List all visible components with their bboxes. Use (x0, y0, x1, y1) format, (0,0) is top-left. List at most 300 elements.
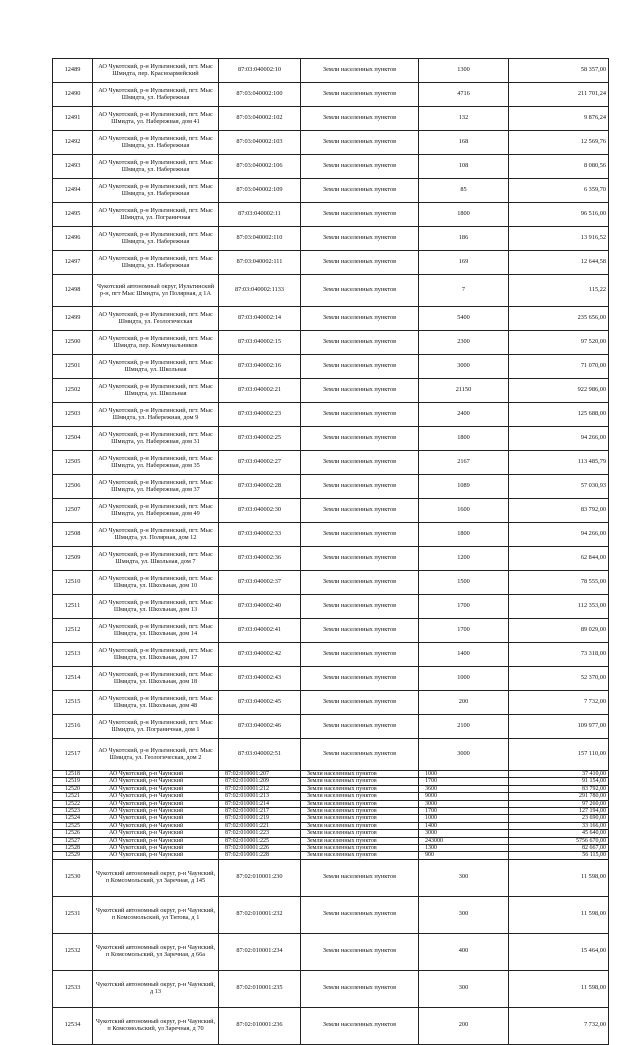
area-cell: 200 (419, 691, 509, 715)
row-number: 12527 (53, 837, 93, 844)
area-cell: 1600 (419, 499, 509, 523)
row-number: 12513 (53, 643, 93, 667)
cadastral-value-cell: 112 353,00 (509, 595, 609, 619)
row-number: 12522 (53, 800, 93, 807)
table-row (53, 896, 609, 933)
area-cell: 168 (419, 131, 509, 155)
cadastral-value-cell: 71 070,00 (509, 355, 609, 379)
address-cell: АО Чукотский, р-н Иультинский, пгт. Мыс Шмидта, ул. Набережная (93, 155, 219, 179)
land-category-cell: Земли населенных пунктов (301, 619, 419, 643)
cadastral-number-cell: 87:02:010001:230 (219, 859, 301, 896)
area-cell: 7 (419, 275, 509, 307)
table-row (53, 845, 609, 852)
land-category-cell: Земли населенных пунктов (301, 1007, 419, 1044)
cadastral-value-cell: 94 266,00 (509, 427, 609, 451)
cadastral-value-cell: 12 644,58 (509, 251, 609, 275)
cadastral-number-cell: 87:03:040002:109 (219, 179, 301, 203)
address-cell: АО Чукотский, р-н Иультинский, пгт. Мыс Шмидта, ул. Полярная, дом 12 (93, 523, 219, 547)
row-number: 12526 (53, 830, 93, 837)
address-cell: АО Чукотский, р-н Чаунский (93, 822, 219, 829)
area-cell: 21150 (419, 379, 509, 403)
table-row (53, 179, 609, 203)
address-cell: АО Чукотский, р-н Иультинский, пгт. Мыс Шмидта, ул. Набережная (93, 251, 219, 275)
cadastral-number-cell: 87:03:040002:51 (219, 739, 301, 771)
row-number: 12497 (53, 251, 93, 275)
address-cell: АО Чукотский, р-н Иультинский, пгт. Мыс Шмидта, ул. Набережная (93, 83, 219, 107)
table-row (53, 83, 609, 107)
land-category-cell: Земли населенных пунктов (301, 667, 419, 691)
area-cell: 169 (419, 251, 509, 275)
area-cell: 132 (419, 107, 509, 131)
area-cell: 1500 (419, 571, 509, 595)
cadastral-number-cell: 87:02:010001:223 (219, 830, 301, 837)
area-cell: 1400 (419, 822, 509, 829)
land-category-cell: Земли населенных пунктов (301, 715, 419, 739)
area-cell: 1700 (419, 808, 509, 815)
row-number: 12533 (53, 970, 93, 1007)
cadastral-number-cell: 87:03:040002:25 (219, 427, 301, 451)
area-cell: 85 (419, 179, 509, 203)
cadastral-number-cell: 87:03:040002:43 (219, 667, 301, 691)
land-category-cell: Земли населенных пунктов (301, 896, 419, 933)
cadastral-number-cell: 87:03:040002:1133 (219, 275, 301, 307)
land-category-cell: Земли населенных пунктов (301, 778, 419, 785)
cadastral-value-cell: 83 792,00 (509, 499, 609, 523)
area-cell: 5400 (419, 307, 509, 331)
address-cell: АО Чукотский, р-н Чаунский (93, 815, 219, 822)
cadastral-number-cell: 87:03:040002:27 (219, 451, 301, 475)
row-number: 12524 (53, 815, 93, 822)
row-number: 12515 (53, 691, 93, 715)
row-number: 12520 (53, 785, 93, 792)
cadastral-value-cell: 96 516,00 (509, 203, 609, 227)
row-number: 12531 (53, 896, 93, 933)
table-row (53, 822, 609, 829)
address-cell: АО Чукотский, р-н Иультинский, пгт. Мыс Шмидта, ул. Школьная (93, 355, 219, 379)
cadastral-number-cell: 87:03:040002:42 (219, 643, 301, 667)
cadastral-value-cell: 97 520,00 (509, 331, 609, 355)
cadastral-number-cell: 87:02:010001:209 (219, 778, 301, 785)
cadastral-value-cell: 211 701,24 (509, 83, 609, 107)
area-cell: 2300 (419, 331, 509, 355)
cadastral-value-cell: 6 359,70 (509, 179, 609, 203)
cadastral-value-cell: 45 640,00 (509, 830, 609, 837)
table-row (53, 571, 609, 595)
cadastral-number-cell: 87:03:040002:110 (219, 227, 301, 251)
cadastral-value-cell: 57 030,93 (509, 475, 609, 499)
cadastral-value-cell: 12 569,76 (509, 131, 609, 155)
area-cell: 1800 (419, 203, 509, 227)
address-cell: АО Чукотский, р-н Иультинский, пгт. Мыс Шмидта, пер. Коммунальников (93, 331, 219, 355)
cadastral-number-cell: 87:03:040002:102 (219, 107, 301, 131)
land-category-cell: Земли населенных пунктов (301, 822, 419, 829)
row-number: 12530 (53, 859, 93, 896)
cadastral-value-cell: 37 410,00 (509, 771, 609, 778)
row-number: 12518 (53, 771, 93, 778)
land-plots-table (52, 58, 609, 1045)
land-category-cell: Земли населенных пунктов (301, 547, 419, 571)
row-number: 12510 (53, 571, 93, 595)
area-cell: 1300 (419, 845, 509, 852)
row-number: 12502 (53, 379, 93, 403)
land-category-cell: Земли населенных пунктов (301, 837, 419, 844)
table-row (53, 451, 609, 475)
cadastral-value-cell: 97 260,00 (509, 800, 609, 807)
area-cell: 2167 (419, 451, 509, 475)
table-row (53, 131, 609, 155)
cadastral-value-cell: 291 780,00 (509, 793, 609, 800)
row-number: 12492 (53, 131, 93, 155)
cadastral-value-cell: 7 732,00 (509, 1007, 609, 1044)
cadastral-value-cell: 52 370,00 (509, 667, 609, 691)
cadastral-number-cell: 87:02:010001:207 (219, 771, 301, 778)
table-row (53, 107, 609, 131)
area-cell: 1700 (419, 619, 509, 643)
row-number: 12516 (53, 715, 93, 739)
land-category-cell: Земли населенных пунктов (301, 859, 419, 896)
row-number: 12490 (53, 83, 93, 107)
address-cell: АО Чукотский, р-н Иультинский, пгт. Мыс Шмидта, ул. Пограничная (93, 203, 219, 227)
address-cell: Чукотский автономный округ, р-н Чаунский, п Комсомольский, ул Заречная, д 66а (93, 933, 219, 970)
address-cell: АО Чукотский, р-н Иультинский, пгт. Мыс Шмидта, ул. Школьная, дом 14 (93, 619, 219, 643)
land-category-cell: Земли населенных пунктов (301, 808, 419, 815)
cadastral-number-cell: 87:03:040002:106 (219, 155, 301, 179)
address-cell: АО Чукотский, р-н Чаунский (93, 808, 219, 815)
table-row (53, 715, 609, 739)
address-cell: АО Чукотский, р-н Иультинский, пгт. Мыс Шмидта, ул. Набережная (93, 131, 219, 155)
address-cell: АО Чукотский, р-н Иультинский, пгт. Мыс Шмидта, ул. Набережная, дом 35 (93, 451, 219, 475)
land-category-cell: Земли населенных пунктов (301, 451, 419, 475)
land-category-cell: Земли населенных пунктов (301, 155, 419, 179)
row-number: 12528 (53, 845, 93, 852)
address-cell: Чукотский автономный округ, р-н Чаунский, д 13 (93, 970, 219, 1007)
cadastral-value-cell: 8 080,56 (509, 155, 609, 179)
cadastral-number-cell: 87:02:010001:214 (219, 800, 301, 807)
row-number: 12534 (53, 1007, 93, 1044)
row-number: 12500 (53, 331, 93, 355)
land-category-cell: Земли населенных пунктов (301, 131, 419, 155)
cadastral-value-cell: 109 977,00 (509, 715, 609, 739)
row-number: 12505 (53, 451, 93, 475)
land-category-cell: Земли населенных пунктов (301, 970, 419, 1007)
land-category-cell: Земли населенных пунктов (301, 793, 419, 800)
cadastral-number-cell: 87:03:040002:15 (219, 331, 301, 355)
address-cell: АО Чукотский, р-н Иультинский, пгт. Мыс Шмидта, ул. Набережная, дом 31 (93, 427, 219, 451)
area-cell: 1000 (419, 815, 509, 822)
area-cell: 2100 (419, 715, 509, 739)
area-cell: 2400 (419, 403, 509, 427)
area-cell: 900 (419, 852, 509, 859)
land-category-cell: Земли населенных пунктов (301, 475, 419, 499)
cadastral-value-cell: 89 029,00 (509, 619, 609, 643)
land-category-cell: Земли населенных пунктов (301, 785, 419, 792)
cadastral-value-cell: 11 598,00 (509, 970, 609, 1007)
cadastral-value-cell: 125 688,00 (509, 403, 609, 427)
land-category-cell: Земли населенных пунктов (301, 59, 419, 83)
cadastral-number-cell: 87:02:010001:228 (219, 852, 301, 859)
area-cell: 243000 (419, 837, 509, 844)
address-cell: АО Чукотский, р-н Иультинский, пгт. Мыс Шмидта, ул. Набережная, дом 9 (93, 403, 219, 427)
table-row (53, 852, 609, 859)
cadastral-value-cell: 73 318,00 (509, 643, 609, 667)
cadastral-value-cell: 157 110,00 (509, 739, 609, 771)
table-row (53, 59, 609, 83)
cadastral-number-cell: 87:03:040002:37 (219, 571, 301, 595)
address-cell: АО Чукотский, р-н Иультинский, пгт. Мыс Шмидта, ул. Школьная, дом 10 (93, 571, 219, 595)
row-number: 12511 (53, 595, 93, 619)
area-cell: 3000 (419, 739, 509, 771)
row-number: 12532 (53, 933, 93, 970)
row-number: 12489 (53, 59, 93, 83)
land-category-cell: Земли населенных пунктов (301, 307, 419, 331)
table-body (53, 59, 609, 1045)
row-number: 12521 (53, 793, 93, 800)
table-row (53, 643, 609, 667)
cadastral-value-cell: 5756 670,00 (509, 837, 609, 844)
cadastral-value-cell: 58 357,00 (509, 59, 609, 83)
land-category-cell: Земли населенных пунктов (301, 523, 419, 547)
address-cell: АО Чукотский, р-н Иультинский, пгт. Мыс Шмидта, ул. Набережная, дом 41 (93, 107, 219, 131)
address-cell: АО Чукотский, р-н Иультинский, пгт. Мыс Шмидта, ул. Набережная (93, 227, 219, 251)
address-cell: Чукотский автономный округ, р-н Чаунский, п Комсомольский, ул Заречная, д 70 (93, 1007, 219, 1044)
area-cell: 3600 (419, 785, 509, 792)
area-cell: 1700 (419, 595, 509, 619)
cadastral-value-cell: 11 598,00 (509, 859, 609, 896)
cadastral-number-cell: 87:02:010001:219 (219, 815, 301, 822)
table-row (53, 331, 609, 355)
cadastral-number-cell: 87:03:040002:103 (219, 131, 301, 155)
address-cell: АО Чукотский, р-н Иультинский, пгт. Мыс Шмидта, ул. Школьная, дом 17 (93, 643, 219, 667)
area-cell: 3000 (419, 800, 509, 807)
row-number: 12504 (53, 427, 93, 451)
area-cell: 300 (419, 859, 509, 896)
address-cell: АО Чукотский, р-н Иультинский, пгт. Мыс Шмидта, ул. Школьная (93, 379, 219, 403)
table-row (53, 155, 609, 179)
table-row (53, 933, 609, 970)
cadastral-value-cell: 15 464,00 (509, 933, 609, 970)
row-number: 12503 (53, 403, 93, 427)
cadastral-value-cell: 922 986,00 (509, 379, 609, 403)
area-cell: 4716 (419, 83, 509, 107)
cadastral-number-cell: 87:03:040002:28 (219, 475, 301, 499)
cadastral-number-cell: 87:02:010001:232 (219, 896, 301, 933)
area-cell: 186 (419, 227, 509, 251)
cadastral-value-cell: 9 876,24 (509, 107, 609, 131)
area-cell: 300 (419, 896, 509, 933)
row-number: 12499 (53, 307, 93, 331)
cadastral-value-cell: 23 690,00 (509, 815, 609, 822)
table-row (53, 275, 609, 307)
land-category-cell: Земли населенных пунктов (301, 499, 419, 523)
table-row (53, 427, 609, 451)
row-number: 12509 (53, 547, 93, 571)
land-category-cell: Земли населенных пунктов (301, 571, 419, 595)
cadastral-value-cell: 13 916,52 (509, 227, 609, 251)
table-row (53, 778, 609, 785)
table-row (53, 475, 609, 499)
cadastral-value-cell: 235 656,00 (509, 307, 609, 331)
cadastral-number-cell: 87:03:040002:45 (219, 691, 301, 715)
area-cell: 1700 (419, 778, 509, 785)
table-row (53, 307, 609, 331)
cadastral-value-cell: 83 792,00 (509, 785, 609, 792)
cadastral-value-cell: 11 598,00 (509, 896, 609, 933)
cadastral-number-cell: 87:03:040002:30 (219, 499, 301, 523)
land-category-cell: Земли населенных пунктов (301, 251, 419, 275)
cadastral-number-cell: 87:03:040002:23 (219, 403, 301, 427)
land-category-cell: Земли населенных пунктов (301, 815, 419, 822)
cadastral-value-cell: 33 166,00 (509, 822, 609, 829)
row-number: 12494 (53, 179, 93, 203)
table-row (53, 785, 609, 792)
address-cell: АО Чукотский, р-н Иультинский, пгт. Мыс Шмидта, ул. Пограничная, дом 1 (93, 715, 219, 739)
area-cell: 3000 (419, 355, 509, 379)
cadastral-value-cell: 62 844,00 (509, 547, 609, 571)
table-row (53, 499, 609, 523)
table-row (53, 970, 609, 1007)
land-category-cell: Земли населенных пунктов (301, 933, 419, 970)
row-number: 12508 (53, 523, 93, 547)
address-cell: АО Чукотский, р-н Иультинский, пгт. Мыс Шмидта, ул. Набережная, дом 49 (93, 499, 219, 523)
table-row (53, 800, 609, 807)
area-cell: 3000 (419, 830, 509, 837)
land-category-cell: Земли населенных пунктов (301, 830, 419, 837)
address-cell: АО Чукотский, р-н Иультинский, пгт. Мыс Шмидта, ул. Школьная, дом 18 (93, 667, 219, 691)
table-row (53, 1007, 609, 1044)
address-cell: АО Чукотский, р-н Иультинский, пгт. Мыс Шмидта, ул. Геологическая (93, 307, 219, 331)
address-cell: АО Чукотский, р-н Иультинский, пгт. Мыс Шмидта, ул. Школьная, дом 48 (93, 691, 219, 715)
address-cell: АО Чукотский, р-н Иультинский, пгт. Мыс Шмидта, ул. Школьная, дом 7 (93, 547, 219, 571)
row-number: 12514 (53, 667, 93, 691)
land-category-cell: Земли населенных пунктов (301, 83, 419, 107)
area-cell: 200 (419, 1007, 509, 1044)
cadastral-number-cell: 87:02:010001:236 (219, 1007, 301, 1044)
cadastral-number-cell: 87:03:040002:10 (219, 59, 301, 83)
table-row (53, 837, 609, 844)
address-cell: АО Чукотский, р-н Чаунский (93, 800, 219, 807)
table-row (53, 830, 609, 837)
area-cell: 1200 (419, 547, 509, 571)
row-number: 12529 (53, 852, 93, 859)
land-category-cell: Земли населенных пунктов (301, 800, 419, 807)
land-category-cell: Земли населенных пунктов (301, 355, 419, 379)
row-number: 12501 (53, 355, 93, 379)
area-cell: 400 (419, 933, 509, 970)
table-row (53, 523, 609, 547)
area-cell: 1000 (419, 771, 509, 778)
row-number: 12525 (53, 822, 93, 829)
land-category-cell: Земли населенных пунктов (301, 427, 419, 451)
cadastral-number-cell: 87:02:010001:213 (219, 793, 301, 800)
table-row (53, 547, 609, 571)
row-number: 12507 (53, 499, 93, 523)
cadastral-number-cell: 87:03:040002:14 (219, 307, 301, 331)
table-row (53, 227, 609, 251)
address-cell: АО Чукотский, р-н Чаунский (93, 771, 219, 778)
row-number: 12517 (53, 739, 93, 771)
table-row (53, 859, 609, 896)
address-cell: АО Чукотский, р-н Чаунский (93, 778, 219, 785)
cadastral-number-cell: 87:03:040002:33 (219, 523, 301, 547)
row-number: 12493 (53, 155, 93, 179)
table-row (53, 379, 609, 403)
area-cell: 1800 (419, 523, 509, 547)
land-category-cell: Земли населенных пунктов (301, 403, 419, 427)
area-cell: 1800 (419, 427, 509, 451)
cadastral-number-cell: 87:02:010001:212 (219, 785, 301, 792)
row-number: 12495 (53, 203, 93, 227)
cadastral-value-cell: 7 732,00 (509, 691, 609, 715)
land-category-cell: Земли населенных пунктов (301, 595, 419, 619)
table-row (53, 808, 609, 815)
cadastral-value-cell: 56 115,00 (509, 852, 609, 859)
table-row (53, 815, 609, 822)
table-row (53, 403, 609, 427)
row-number: 12491 (53, 107, 93, 131)
cadastral-number-cell: 87:03:040002:100 (219, 83, 301, 107)
cadastral-number-cell: 87:02:010001:217 (219, 808, 301, 815)
land-category-cell: Земли населенных пунктов (301, 852, 419, 859)
land-category-cell: Земли населенных пунктов (301, 203, 419, 227)
land-category-cell: Земли населенных пунктов (301, 227, 419, 251)
address-cell: АО Чукотский, р-н Чаунский (93, 830, 219, 837)
area-cell: 1400 (419, 643, 509, 667)
land-category-cell: Земли населенных пунктов (301, 179, 419, 203)
table-row (53, 667, 609, 691)
cadastral-number-cell: 87:03:040002:36 (219, 547, 301, 571)
address-cell: АО Чукотский, р-н Чаунский (93, 852, 219, 859)
cadastral-value-cell: 94 266,00 (509, 523, 609, 547)
cadastral-number-cell: 87:03:040002:111 (219, 251, 301, 275)
table-row (53, 793, 609, 800)
row-number: 12512 (53, 619, 93, 643)
row-number: 12496 (53, 227, 93, 251)
land-category-cell: Земли населенных пунктов (301, 845, 419, 852)
table-row (53, 739, 609, 771)
cadastral-value-cell: 127 194,00 (509, 808, 609, 815)
area-cell: 1300 (419, 59, 509, 83)
cadastral-number-cell: 87:02:010001:221 (219, 822, 301, 829)
address-cell: АО Чукотский, р-н Иультинский, пгт. Мыс Шмидта, ул. Набережная (93, 179, 219, 203)
table-row (53, 619, 609, 643)
address-cell: АО Чукотский, р-н Чаунский (93, 785, 219, 792)
table-row (53, 771, 609, 778)
address-cell: Чукотский автономный округ, Иультинский р-н, пгт Мыс Шмидта, ул Полярная, д 1А (93, 275, 219, 307)
table-row (53, 595, 609, 619)
land-category-cell: Земли населенных пунктов (301, 771, 419, 778)
row-number: 12519 (53, 778, 93, 785)
cadastral-number-cell: 87:03:040002:40 (219, 595, 301, 619)
address-cell: АО Чукотский, р-н Чаунский (93, 793, 219, 800)
row-number: 12506 (53, 475, 93, 499)
cadastral-number-cell: 87:03:040002:46 (219, 715, 301, 739)
cadastral-number-cell: 87:03:040002:41 (219, 619, 301, 643)
table-row (53, 355, 609, 379)
land-category-cell: Земли населенных пунктов (301, 739, 419, 771)
cadastral-value-cell: 113 485,79 (509, 451, 609, 475)
area-cell: 1000 (419, 667, 509, 691)
table-row (53, 203, 609, 227)
land-category-cell: Земли населенных пунктов (301, 331, 419, 355)
table-row (53, 251, 609, 275)
land-category-cell: Земли населенных пунктов (301, 275, 419, 307)
cadastral-value-cell: 91 154,00 (509, 778, 609, 785)
cadastral-number-cell: 87:03:040002:16 (219, 355, 301, 379)
address-cell: АО Чукотский, р-н Чаунский (93, 845, 219, 852)
land-category-cell: Земли населенных пунктов (301, 691, 419, 715)
address-cell: Чукотский автономный округ, р-н Чаунский, п Комсомольский, ул Титова, д 1 (93, 896, 219, 933)
cadastral-value-cell: 115,22 (509, 275, 609, 307)
